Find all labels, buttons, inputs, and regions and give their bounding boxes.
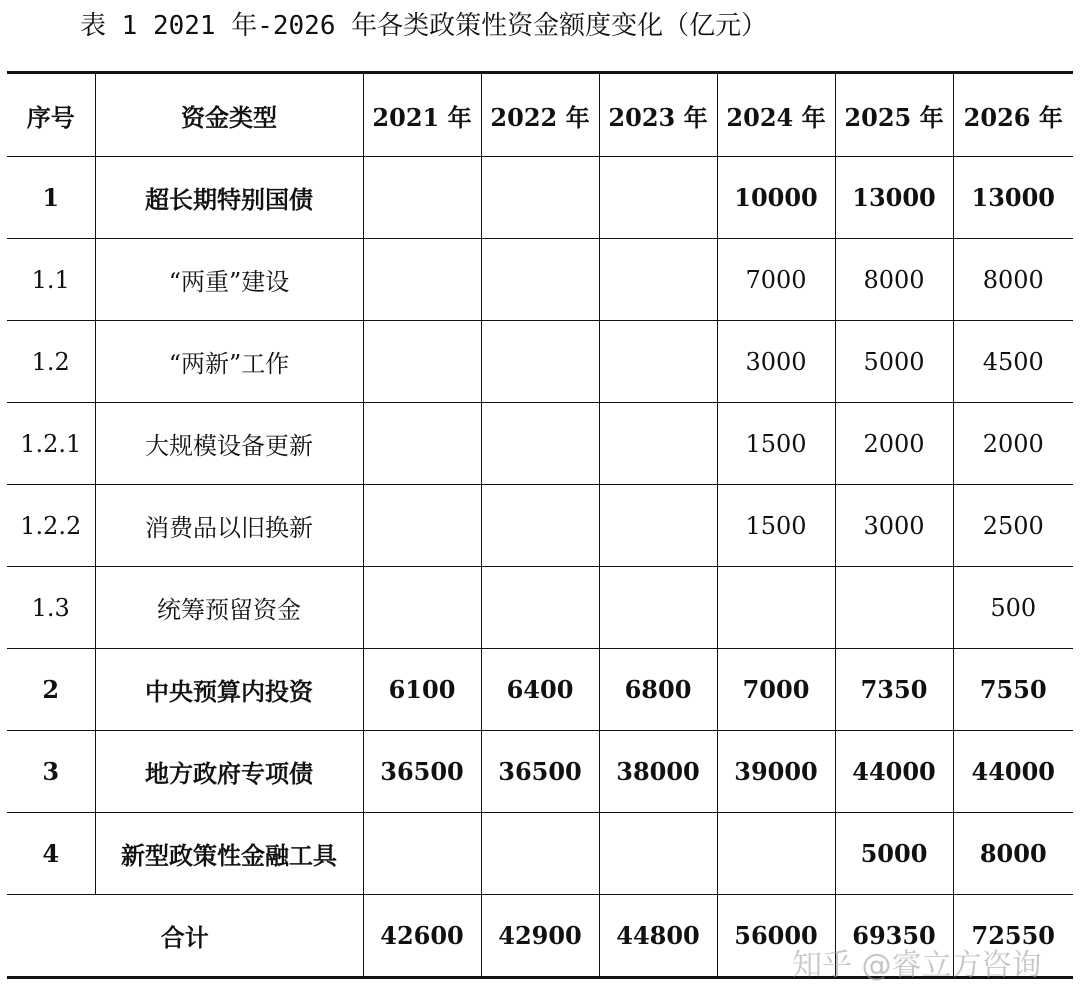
cell-2023: 38000 (599, 731, 717, 813)
total-2021: 42600 (363, 895, 481, 978)
cell-2022: 36500 (481, 731, 599, 813)
header-2026: 2026 年 (953, 73, 1073, 157)
cell-2024: 7000 (717, 649, 835, 731)
cell-2023 (599, 813, 717, 895)
table-row (7, 813, 1073, 895)
row-fund-type: 大规模设备更新 (95, 403, 363, 485)
cell-2021 (363, 239, 481, 321)
cell-2022 (481, 567, 599, 649)
cell-2026: 44000 (953, 731, 1073, 813)
cell-2022 (481, 813, 599, 895)
cell-2025: 5000 (835, 813, 953, 895)
cell-2025: 8000 (835, 239, 953, 321)
total-2022: 42900 (481, 895, 599, 978)
cell-2024: 1500 (717, 403, 835, 485)
table-row (7, 157, 1073, 239)
cell-2022 (481, 485, 599, 567)
cell-2025: 3000 (835, 485, 953, 567)
total-label: 合计 (7, 895, 363, 978)
cell-2022 (481, 321, 599, 403)
row-index: 1.2.1 (7, 403, 95, 485)
row-fund-type: 中央预算内投资 (95, 649, 363, 731)
cell-2025: 5000 (835, 321, 953, 403)
cell-2021 (363, 157, 481, 239)
header-2023: 2023 年 (599, 73, 717, 157)
cell-2024: 10000 (717, 157, 835, 239)
cell-2026: 500 (953, 567, 1073, 649)
cell-2021 (363, 485, 481, 567)
cell-2025 (835, 567, 953, 649)
cell-2026: 2000 (953, 403, 1073, 485)
cell-2026: 7550 (953, 649, 1073, 731)
row-index: 1.1 (7, 239, 95, 321)
cell-2026: 13000 (953, 157, 1073, 239)
cell-2026: 8000 (953, 813, 1073, 895)
table-row (7, 567, 1073, 649)
table-row (7, 403, 1073, 485)
cell-2025: 13000 (835, 157, 953, 239)
cell-2024: 39000 (717, 731, 835, 813)
total-2024: 56000 (717, 895, 835, 978)
total-2026: 72550 (953, 895, 1073, 978)
cell-2024: 3000 (717, 321, 835, 403)
cell-2023: 6800 (599, 649, 717, 731)
cell-2022 (481, 239, 599, 321)
row-fund-type: 消费品以旧换新 (95, 485, 363, 567)
cell-2025: 2000 (835, 403, 953, 485)
row-fund-type: 统筹预留资金 (95, 567, 363, 649)
header-fund-type: 资金类型 (95, 73, 363, 157)
cell-2021 (363, 813, 481, 895)
cell-2024: 1500 (717, 485, 835, 567)
row-index: 1.2.2 (7, 485, 95, 567)
header-2025: 2025 年 (835, 73, 953, 157)
cell-2026: 2500 (953, 485, 1073, 567)
row-fund-type: 超长期特别国债 (95, 157, 363, 239)
cell-2026: 8000 (953, 239, 1073, 321)
cell-2025: 7350 (835, 649, 953, 731)
cell-2023 (599, 157, 717, 239)
cell-2023 (599, 321, 717, 403)
row-index: 2 (7, 649, 95, 731)
table-row (7, 649, 1073, 731)
row-fund-type: 地方政府专项债 (95, 731, 363, 813)
cell-2024: 7000 (717, 239, 835, 321)
header-2021: 2021 年 (363, 73, 481, 157)
cell-2022: 6400 (481, 649, 599, 731)
cell-2021 (363, 403, 481, 485)
cell-2023 (599, 403, 717, 485)
row-fund-type: “两新”工作 (95, 321, 363, 403)
cell-2024 (717, 813, 835, 895)
table-caption: 表 1 2021 年-2026 年各类政策性资金额度变化（亿元） (80, 11, 768, 41)
header-index: 序号 (7, 73, 95, 157)
row-index: 1.2 (7, 321, 95, 403)
cell-2022 (481, 157, 599, 239)
header-2022: 2022 年 (481, 73, 599, 157)
total-2023: 44800 (599, 895, 717, 978)
header-2024: 2024 年 (717, 73, 835, 157)
table-row (7, 321, 1073, 403)
cell-2021 (363, 567, 481, 649)
funds-table (7, 71, 1073, 979)
cell-2022 (481, 403, 599, 485)
row-fund-type: “两重”建设 (95, 239, 363, 321)
watermark: 知乎 @睿立方咨询 (792, 948, 1042, 983)
table-row (7, 239, 1073, 321)
table-row (7, 731, 1073, 813)
table-row (7, 485, 1073, 567)
cell-2023 (599, 567, 717, 649)
cell-2021 (363, 321, 481, 403)
row-index: 4 (7, 813, 95, 895)
cell-2021: 6100 (363, 649, 481, 731)
row-index: 1.3 (7, 567, 95, 649)
header-row (7, 73, 1073, 157)
row-index: 1 (7, 157, 95, 239)
row-index: 3 (7, 731, 95, 813)
total-2025: 69350 (835, 895, 953, 978)
cell-2025: 44000 (835, 731, 953, 813)
cell-2026: 4500 (953, 321, 1073, 403)
cell-2023 (599, 239, 717, 321)
cell-2021: 36500 (363, 731, 481, 813)
row-fund-type: 新型政策性金融工具 (95, 813, 363, 895)
cell-2023 (599, 485, 717, 567)
cell-2024 (717, 567, 835, 649)
